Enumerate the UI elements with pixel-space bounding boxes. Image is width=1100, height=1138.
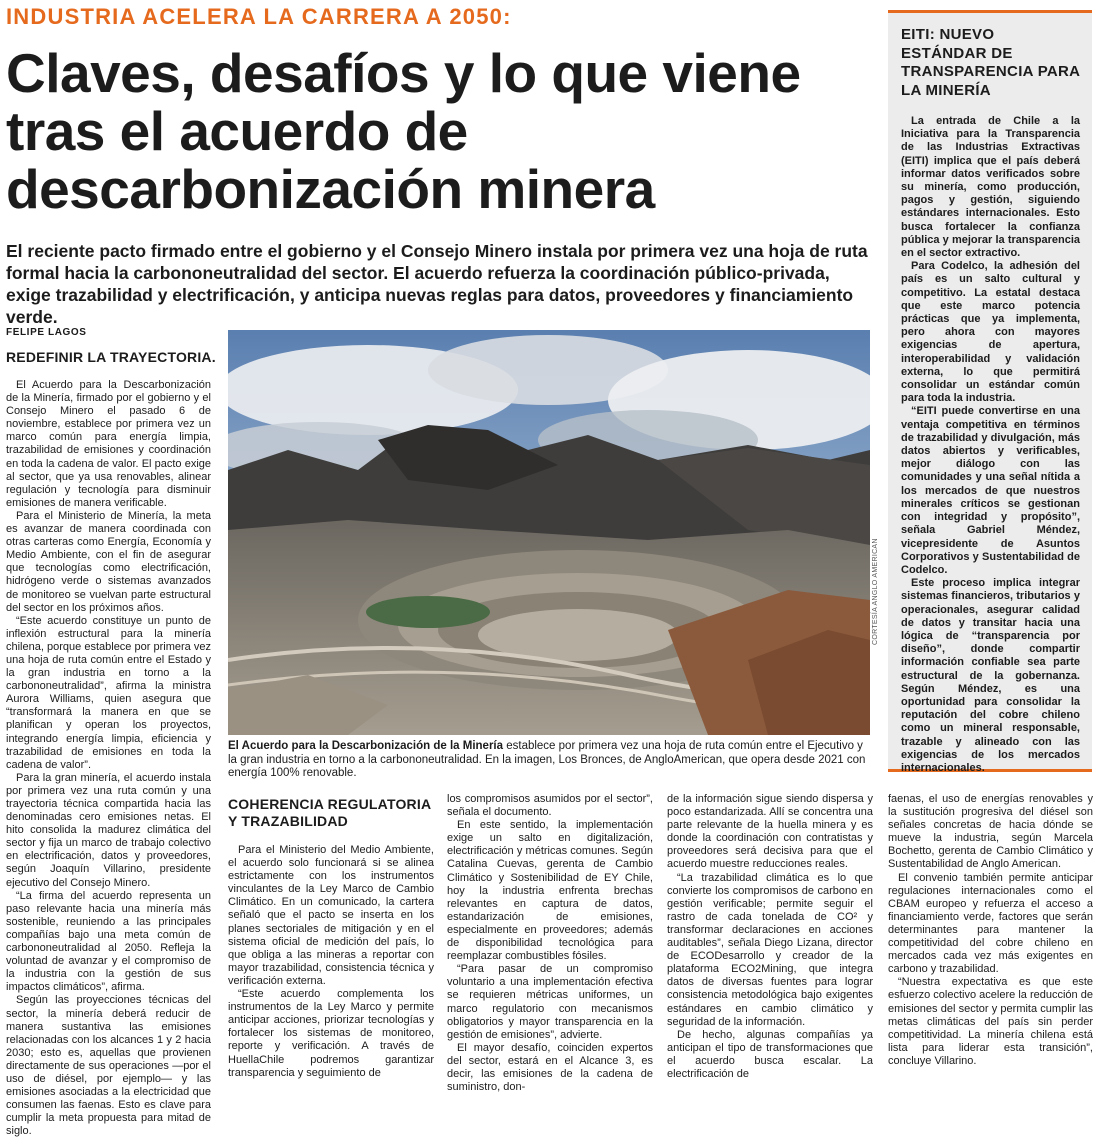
paragraph: “Este acuerdo complementa los instrumentos de la Ley Marco y permite anticipar acciones, priorizar tecnologías y fortalecer los sistemas de monitoreo, reporte y verificación. A través de HuellaChile podremos garantizar transparencia y seguimiento de [228,988,434,1079]
section-title-trayectoria: REDEFINIR LA TRAYECTORIA. [6,349,216,365]
paragraph: faenas, el uso de energías renovables y la sustitución progresiva del diésel son señales concretas de hacia dónde se mueve la industria, según Marcela Bochetto, gerenta de Cambio Climático y Sustentabilidad de Anglo American. [888,793,1093,871]
sidebar-paragraph: La entrada de Chile a la Iniciativa para la Transparencia de las Industrias Extractivas (EITI) implica que el país deberá informar datos verificados sobre su minería, como producción, pagos y gestión, siguiendo estándares internacionales. Esto busca fortalecer la confianza pública y mejorar la transparencia en el sector extractivo. [901,115,1080,260]
sidebar-title: EITI: NUEVO ESTÁNDAR DE TRANSPARENCIA PARA LA MINERÍA [901,26,1080,99]
paragraph: El Acuerdo para la Descarbonización de la Minería, firmado por el gobierno y el Consejo Minero el pasado 6 de noviembre, establece por primera vez un marco común para energía limpia, trazabilidad de emisiones y coordinación en toda la cadena de valor. El pacto exige al sector, que ya usa renovables, alinear regulación y tecnología para disminuir emisiones de manera verificable. [6,379,211,509]
paragraph: “La firma del acuerdo representa un paso relevante hacia una minería más sostenible, reuniendo a las principales compañías bajo una meta común de carbononeutralidad al 2050. Refleja la voluntad de avanzar y el compromiso de la industria con la gestión de sus impactos climáticos”, afirma. [6,889,211,994]
paragraph: “Nuestra expectativa es que este esfuerzo colectivo acelere la reducción de emisiones del sector y permita cumplir las metas climáticas del país sin perder competitividad. La minería chilena está lista para liderar esta transición”, concluye Villarino. [888,976,1093,1067]
paragraph: “Para pasar de un compromiso voluntario a una implementación efectiva se requieren métricas uniformes, un marco regulatorio con mecanismos obligatorios y mayor transparencia en la gestión de emisiones”, advierte. [447,963,653,1041]
headline: Claves, desafíos y lo que viene tras el acuerdo de descarbonización minera [6,42,801,220]
kicker: INDUSTRIA ACELERA LA CARRERA A 2050: [6,4,512,29]
byline: FELIPE LAGOS [6,327,87,338]
photo-caption [228,740,874,781]
sidebar-paragraph: Este proceso implica integrar sistemas financieros, tributarios y operacionales, asegurar calidad de datos y transitar hacia una lógica de “transparencia por diseño”, donde compartir información confiable sea parte estructural de la gobernanza. Según Méndez, es una oportunidad para consolidar la reputación del cobre chileno como un mineral responsable, trazable y alineado con las exigencias de los mercados internacionales. [901,577,1080,774]
sidebar-paragraph: Para Codelco, la adhesión del país es un salto cultural y competitivo. La estatal destaca que este marco potencia prácticas que ya implementa, pero ahora con mayores exigencias de apertura, interoperabilidad y validación externa, lo que permitirá consolidar un estándar común para toda la industria. [901,260,1080,405]
column-4 [667,793,873,1081]
column-2 [228,844,434,1080]
caption-lead: El Acuerdo para la Descarbonización de la Minería [228,740,504,752]
column-5 [888,793,1093,1068]
deck: El reciente pacto firmado entre el gobierno y el Consejo Minero instala por primera vez una hoja de ruta formal hacia la carbononeutralidad del sector. El acuerdo refuerza la coordinación público-privada, exige trazabilidad y electrificación, y anticipa nuevas reglas para datos, proveedores y financiamiento verde. [6,241,868,327]
sidebar-body [901,115,1080,775]
paragraph: Para la gran minería, el acuerdo instala por primera vez una ruta común y una trayectoria técnica compartida hacia las denominadas cero emisiones netas. El hito consolida la madurez climática del sector y fija un marco de trabajo colectivo en electrificación, datos y proveedores, según Joaquín Villarino, presidente ejecutivo del Consejo Minero. [6,771,211,889]
open-pit-mine-illustration [228,330,870,735]
paragraph: los compromisos asumidos por el sector”, señala el documento. [447,793,653,819]
paragraph: “Este acuerdo constituye un punto de inflexión estructural para la minería chilena, porque establece por primera vez una hoja de ruta común entre el Estado y la gran industria en torno a la carbononeutralidad”, afirma la ministra Aurora Williams, quien asegura que “transformará la manera en que se planifican y operan los proyectos, integrando energía limpia, eficiencia y trazabilidad de emisiones en toda la cadena de valor”. [6,614,211,771]
paragraph: El convenio también permite anticipar regulaciones internacionales como el CBAM europeo y refuerza el acceso a financiamiento verde, factores que serán determinantes para mantener la competitividad del cobre chileno en mercados cada vez más exigentes en carbono y trazabilidad. [888,871,1093,976]
paragraph: Para el Ministerio del Medio Ambiente, el acuerdo solo funcionará si se alinea estrictamente con los instrumentos vinculantes de la Ley Marco de Cambio Climático. En un comunicado, la cartera señaló que el pacto se inserta en los planes sectoriales de mitigación y en el sistema oficial de medición del país, lo que obliga a las mineras a reportar con mayor trazabilidad, consistencia técnica y verificación externa. [228,844,434,987]
paragraph: En este sentido, la implementación exige un salto en digitalización, electrificación y métricas comunes. Según Catalina Cuevas, gerenta de Cambio Climático y Sostenibilidad de EY Chile, hoy la industria enfrenta brechas relevantes en captura de datos, estandarización de emisiones, especialmente en proveedores; además de disponibilidad tecnológica para reemplazar combustibles fósiles. [447,819,653,963]
paragraph: de la información sigue siendo dispersa y poco estandarizada. Allí se concentra una parte relevante de la huella minera y es donde la coordinación con contratistas y proveedores será decisiva para que el acuerdo muestre reducciones reales. [667,793,873,871]
mine-photo [228,330,870,735]
caption-text: establece por primera vez una hoja de ruta común entre el Ejecutivo y la gran industria en torno a la carbononeutralidad. En la imagen, Los Bronces, de AngloAmerican, que opera desde 2021 con energía 100% renovable. [228,740,866,779]
paragraph: De hecho, algunas compañías ya anticipan el tipo de transformaciones que el acuerdo busca escalar. La electrificación de [667,1028,873,1080]
paragraph: “La trazabilidad climática es lo que convierte los compromisos de carbono en gestión verificable; permite seguir el rastro de cada tonelada de CO² y transformar declaraciones en acciones auditables”, señala Diego Lizana, director de ECODesarrollo y creador de la plataforma ECO2Mining, que integra datos de diversas fuentes para lograr consistencia metodológica bajo exigentes estándares en cambio climático y seguridad de la información. [667,871,873,1028]
photo-credit: CORTESÍA ANGLO AMERICAN [872,538,879,645]
column-1 [6,379,211,1138]
sidebar-paragraph: “EITI puede convertirse en una ventaja competitiva en términos de trazabilidad y divulgación, más datos abiertos y verificables, mejor diálogo con las comunidades y una señal nítida a los mercados de que nuestros minerales críticos se gestionan con integridad y propósito”, señala Gabriel Méndez, vicepresidente de Asuntos Corporativos y Sustentabilidad de Codelco. [901,405,1080,576]
paragraph: Para el Ministerio de Minería, la meta es avanzar de manera coordinada con otras carteras como Energía, Economía y Medio Ambiente, con el fin de asegurar que tecnologías como electrificación, hidrógeno verde o sistemas avanzados de monitoreo se vuelvan parte estructural del sector en los próximos años. [6,509,211,614]
paragraph: El mayor desafío, coinciden expertos del sector, estará en el Alcance 3, es decir, las emisiones de la cadena de suministro, don- [447,1041,653,1094]
paragraph: Según las proyecciones técnicas del sector, la minería deberá reducir de manera sustantiva las emisiones relacionadas con los alcances 1 y 2 hacia 2030; esto es, aquellas que provienen directamente de sus operaciones —por el uso de diésel, por ejemplo— y las emisiones asociadas a la electricidad que consumen las faenas. Esto es clave para cumplir la meta propuesta para mitad de siglo. [6,994,211,1138]
section-title-coherencia: COHERENCIA REGULATORIA Y TRAZABILIDAD [228,796,431,829]
column-3 [447,793,653,1094]
